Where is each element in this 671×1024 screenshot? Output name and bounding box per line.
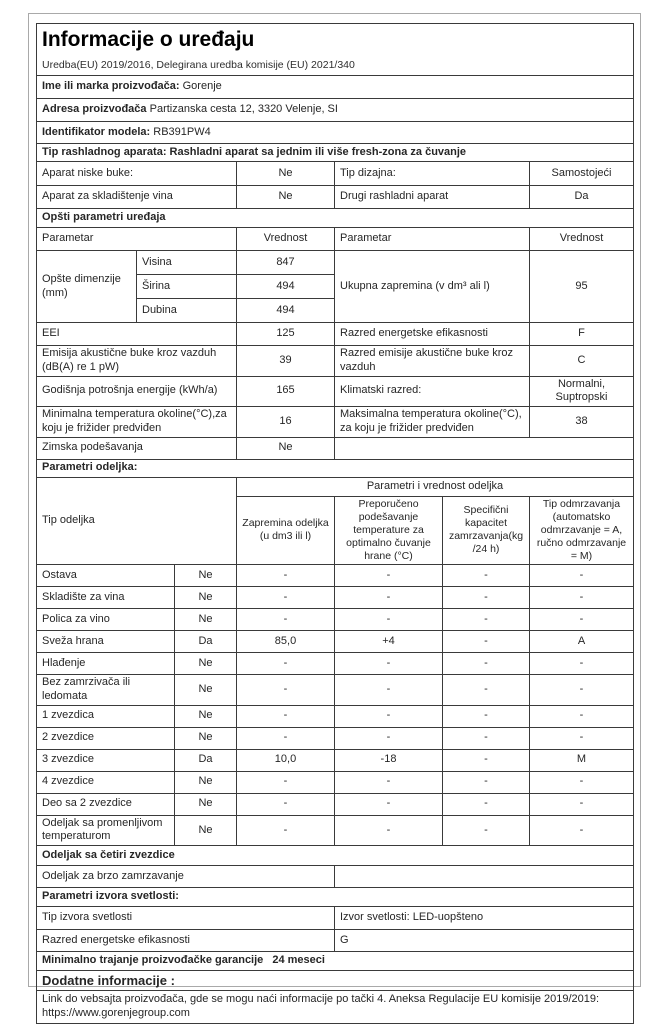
general-header-row	[37, 228, 634, 251]
param-value: 38	[530, 407, 634, 438]
compartment-present: Ne	[175, 727, 237, 749]
compartment-present: Ne	[175, 815, 237, 846]
compartment-name: Skladište za vina	[37, 587, 175, 609]
param-value: G	[335, 930, 634, 952]
compartment-capacity: -	[443, 771, 530, 793]
compartment-capacity: -	[443, 653, 530, 675]
dimension-name: Dubina	[137, 299, 237, 323]
regulation-subtitle: Uredba(EU) 2019/2016, Delegirana uredba komisije (EU) 2021/340	[42, 58, 355, 71]
compartment-defrost: A	[530, 631, 634, 653]
compartment-capacity: -	[443, 675, 530, 706]
column-header: Preporučeno podešavanje temperature za optimalno čuvanje hrane (°C)	[335, 496, 443, 565]
brand-value: Gorenje	[182, 80, 222, 93]
appliance-type-cell: Tip rashladnog aparata: Rashladni aparat sa jednim ili više fresh-zona za čuvanje	[37, 144, 634, 162]
column-header: Parametar	[37, 228, 237, 251]
column-header: Tip odeljka	[37, 477, 237, 565]
dimensions-label: Opšte dimenzije (mm)	[37, 251, 137, 323]
compartment-temp: -	[335, 727, 443, 749]
compartment-volume: -	[237, 793, 335, 815]
param-value: F	[530, 323, 634, 346]
manufacturer-website-link[interactable]: https://www.gorenjegroup.com	[42, 1007, 190, 1020]
compartment-name: 1 zvezdica	[37, 705, 175, 727]
param-label: Razred emisije akustične buke kroz vazduh	[335, 346, 530, 377]
compartment-name: Sveža hrana	[37, 631, 175, 653]
compartment-name: 2 zvezdice	[37, 727, 175, 749]
compartment-defrost: -	[530, 675, 634, 706]
compartment-present: Ne	[175, 653, 237, 675]
compartment-volume: -	[237, 653, 335, 675]
brand-cell	[37, 76, 634, 99]
model-row	[37, 122, 634, 144]
general-section-row	[37, 209, 634, 228]
title-cell	[37, 24, 634, 76]
title-row	[37, 24, 634, 76]
column-header: Vrednost	[530, 228, 634, 251]
param-label: Aparat niske buke:	[37, 162, 237, 186]
compartment-present: Ne	[175, 705, 237, 727]
empty-cell	[335, 866, 634, 888]
empty-cell	[335, 437, 634, 459]
compartment-present: Ne	[175, 793, 237, 815]
compartment-capacity: -	[443, 727, 530, 749]
model-value: RB391PW4	[153, 125, 211, 138]
compartment-defrost: M	[530, 749, 634, 771]
compartment-present: Da	[175, 631, 237, 653]
compartment-present: Ne	[175, 771, 237, 793]
param-label: Razred energetske efikasnosti	[335, 323, 530, 346]
compartment-capacity: -	[443, 587, 530, 609]
param-value: Izvor svetlosti: LED-uopšteno	[335, 907, 634, 930]
compartment-defrost: -	[530, 793, 634, 815]
dimension-value: 494	[237, 275, 335, 299]
warranty-row	[37, 952, 634, 971]
compartment-volume: -	[237, 771, 335, 793]
param-label: Minimalna temperatura okoline(°C),za koju je frižider predviđen	[37, 407, 237, 438]
param-value: 39	[237, 346, 335, 377]
param-label: Emisija akustične buke kroz vazduh (dB(A) re 1 pW)	[37, 346, 237, 377]
compartment-defrost: -	[530, 705, 634, 727]
compartment-defrost: -	[530, 609, 634, 631]
column-header: Specifični kapacitet zamrzavanja(kg/24 h)	[443, 496, 530, 565]
param-label: EEI	[37, 323, 237, 346]
table-row	[37, 407, 634, 438]
table-row	[37, 162, 634, 186]
winter-setting-row	[37, 437, 634, 459]
compartment-name: Ostava	[37, 565, 175, 587]
compartment-capacity: -	[443, 749, 530, 771]
document-page	[28, 13, 641, 1020]
compartment-temp: -	[335, 565, 443, 587]
compartment-present: Ne	[175, 609, 237, 631]
compartment-name: Deo sa 2 zvezdice	[37, 793, 175, 815]
compartment-row	[37, 771, 634, 793]
compartment-name: Polica za vino	[37, 609, 175, 631]
param-label: Drugi rashladni aparat	[335, 186, 530, 209]
compartment-row	[37, 727, 634, 749]
compartment-name: 4 zvezdice	[37, 771, 175, 793]
param-value: Samostojeći	[530, 162, 634, 186]
address-cell	[37, 99, 634, 122]
page-title: Informacije o uređaju	[42, 28, 255, 52]
compartment-row	[37, 749, 634, 771]
compartment-present: Ne	[175, 675, 237, 706]
address-value: Partizanska cesta 12, 3320 Velenje, SI	[149, 103, 338, 116]
table-row	[37, 186, 634, 209]
compartment-volume: -	[237, 675, 335, 706]
product-information-table	[36, 23, 634, 1024]
website-link-row	[37, 991, 634, 1024]
param-value: Ne	[237, 437, 335, 459]
four-star-label: Odeljak sa četiri zvezdice	[37, 846, 634, 866]
model-cell	[37, 122, 634, 144]
param-label: Godišnja potrošnja energije (kWh/a)	[37, 376, 237, 407]
compartment-capacity: -	[443, 815, 530, 846]
compartment-capacity: -	[443, 793, 530, 815]
param-value: C	[530, 346, 634, 377]
dimension-row	[37, 251, 634, 275]
compartment-row	[37, 565, 634, 587]
compartment-volume: 85,0	[237, 631, 335, 653]
compartment-volume: -	[237, 815, 335, 846]
warranty-value: 24 meseci	[272, 954, 325, 967]
compartment-temp: -	[335, 771, 443, 793]
param-value: Ne	[237, 162, 335, 186]
model-label: Identifikator modela:	[42, 125, 151, 138]
param-value: Ne	[237, 186, 335, 209]
compartment-defrost: -	[530, 587, 634, 609]
address-row	[37, 99, 634, 122]
table-row	[37, 323, 634, 346]
param-label: Tip dizajna:	[335, 162, 530, 186]
section-title: Opšti parametri uređaja	[37, 209, 634, 228]
compartment-temp: -	[335, 675, 443, 706]
dimension-name: Širina	[137, 275, 237, 299]
warranty-label: Minimalno trajanje proizvođačke garancije	[42, 954, 264, 967]
compartment-section-row	[37, 459, 634, 477]
compartment-capacity: -	[443, 609, 530, 631]
compartment-row	[37, 815, 634, 846]
column-header: Zapremina odeljka (u dm3 ili l)	[237, 496, 335, 565]
param-label: Klimatski razred:	[335, 376, 530, 407]
param-value: Normalni, Suptropski	[530, 376, 634, 407]
param-label: Razred energetske efikasnosti	[37, 930, 335, 952]
compartment-defrost: -	[530, 771, 634, 793]
compartment-name: Bez zamrzivača ili ledomata	[37, 675, 175, 706]
param-label: Maksimalna temperatura okoline(°C), za koju je frižider predviđen	[335, 407, 530, 438]
param-label: Zimska podešavanja	[37, 437, 237, 459]
compartment-row	[37, 653, 634, 675]
warranty-cell	[37, 952, 634, 971]
compartment-temp: -	[335, 705, 443, 727]
compartment-row	[37, 793, 634, 815]
compartment-present: Ne	[175, 587, 237, 609]
address-label: Adresa proizvođača	[42, 103, 147, 116]
compartment-volume: -	[237, 565, 335, 587]
section-title: Parametri odeljka:	[37, 459, 634, 477]
light-type-row	[37, 907, 634, 930]
column-header: Parametar	[335, 228, 530, 251]
compartment-defrost: -	[530, 727, 634, 749]
total-volume-value: 95	[530, 251, 634, 323]
section-title: Parametri izvora svetlosti:	[37, 888, 634, 907]
compartment-volume: -	[237, 705, 335, 727]
light-section-row	[37, 888, 634, 907]
appliance-type-row	[37, 144, 634, 162]
compartment-defrost: -	[530, 653, 634, 675]
column-header: Vrednost	[237, 228, 335, 251]
compartment-temp: -	[335, 653, 443, 675]
param-value: 125	[237, 323, 335, 346]
compartment-capacity: -	[443, 705, 530, 727]
param-label: Aparat za skladištenje vina	[37, 186, 237, 209]
table-row	[37, 376, 634, 407]
brand-row	[37, 76, 634, 99]
compartment-group-header-row	[37, 477, 634, 496]
compartment-present: Da	[175, 749, 237, 771]
compartment-temp: -	[335, 793, 443, 815]
compartment-row	[37, 587, 634, 609]
compartment-row	[37, 631, 634, 653]
total-volume-label: Ukupna zapremina (v dm³ ali l)	[335, 251, 530, 323]
param-value: 165	[237, 376, 335, 407]
compartment-capacity: -	[443, 565, 530, 587]
compartment-temp: -	[335, 609, 443, 631]
column-header: Tip odmrzavanja (automatsko odmrzavanje = A, ručno odmrzavanje = M)	[530, 496, 634, 565]
compartment-name: Odeljak sa promenljivom temperaturom	[37, 815, 175, 846]
compartment-temp: -	[335, 815, 443, 846]
compartment-defrost: -	[530, 565, 634, 587]
compartment-temp: -18	[335, 749, 443, 771]
param-label: Tip izvora svetlosti	[37, 907, 335, 930]
compartment-defrost: -	[530, 815, 634, 846]
fast-freeze-row	[37, 866, 634, 888]
four-star-row	[37, 846, 634, 866]
dimension-name: Visina	[137, 251, 237, 275]
compartment-name: 3 zvezdice	[37, 749, 175, 771]
additional-info-title: Dodatne informacije :	[37, 971, 634, 991]
fast-freeze-label: Odeljak za brzo zamrzavanje	[37, 866, 335, 888]
additional-info-row	[37, 971, 634, 991]
param-value: 16	[237, 407, 335, 438]
compartment-capacity: -	[443, 631, 530, 653]
brand-label: Ime ili marka proizvođača:	[42, 80, 180, 93]
param-value: Da	[530, 186, 634, 209]
compartment-present: Ne	[175, 565, 237, 587]
compartment-volume: -	[237, 609, 335, 631]
website-link-cell	[37, 991, 634, 1024]
compartment-row	[37, 609, 634, 631]
group-header: Parametri i vrednost odeljka	[237, 477, 634, 496]
compartment-name: Hlađenje	[37, 653, 175, 675]
compartment-row	[37, 675, 634, 706]
compartment-volume: 10,0	[237, 749, 335, 771]
dimension-value: 847	[237, 251, 335, 275]
compartment-temp: -	[335, 587, 443, 609]
compartment-volume: -	[237, 587, 335, 609]
dimension-value: 494	[237, 299, 335, 323]
link-description: Link do vebsajta proizvođača, gde se mogu naći informacije po tački 4. Aneksa Regulacije EU komisije 2019/2019:	[42, 993, 600, 1006]
compartment-temp: +4	[335, 631, 443, 653]
light-class-row	[37, 930, 634, 952]
compartment-row	[37, 705, 634, 727]
table-row	[37, 346, 634, 377]
compartment-volume: -	[237, 727, 335, 749]
